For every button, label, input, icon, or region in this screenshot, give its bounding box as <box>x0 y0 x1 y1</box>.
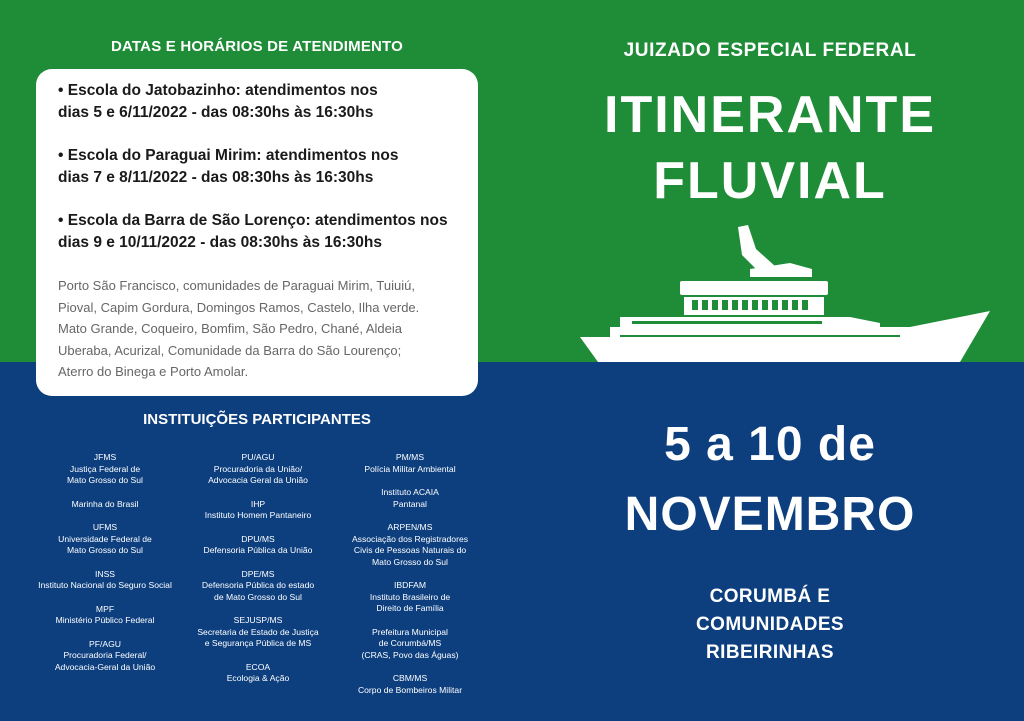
institution-name: Pantanal <box>393 498 427 509</box>
location-line: COMUNIDADES <box>696 614 844 635</box>
institution-item <box>178 569 338 604</box>
institution-name: Mato Grosso do Sul <box>67 475 143 485</box>
institution-name: Defensoria Pública da União <box>203 545 313 555</box>
location <box>560 583 980 667</box>
institution-item <box>330 627 490 662</box>
communities-line: Mato Grande, Coqueiro, Bomfim, São Pedro, Chané, Aldeia <box>58 321 402 336</box>
institution-acronym: UFMS <box>92 522 118 532</box>
institution-name: Ecologia & Ação <box>226 673 290 683</box>
schedule-entry-3 <box>58 210 458 254</box>
institution-acronym: Instituto ACAIA <box>381 487 439 497</box>
institutions-column-3 <box>330 452 490 708</box>
institution-name: Advocacia-Geral da União <box>54 661 156 672</box>
communities-line: Uberaba, Acurizal, Comunidade da Barra do São Lourenço; <box>58 342 402 358</box>
schedule-entry-3-line1: • Escola da Barra de São Lorenço: atendimentos nos <box>58 212 448 229</box>
institution-acronym: SEJUSP/MS <box>233 615 283 625</box>
institution-name: Universidade Federal de <box>58 533 152 544</box>
institution-item <box>25 522 185 557</box>
institution-item <box>25 452 185 487</box>
location-line: RIBEIRINHAS <box>706 642 834 663</box>
institutions-heading: INSTITUIÇÕES PARTICIPANTES <box>143 411 371 428</box>
schedule-card <box>36 69 478 396</box>
institution-name: de Corumbá/MS <box>378 638 442 648</box>
institution-acronym: Marinha do Brasil <box>71 498 139 509</box>
institution-acronym: MPF <box>95 603 115 614</box>
institutions-column-1 <box>25 452 185 685</box>
institution-acronym: PU/AGU <box>241 452 275 462</box>
institution-name: Polícia Militar Ambiental <box>364 463 456 474</box>
subtitle: JUIZADO ESPECIAL FEDERAL <box>623 40 917 61</box>
institution-name: (CRAS, Povo das Águas) <box>361 649 459 660</box>
institution-acronym: JFMS <box>93 452 117 462</box>
boat-icon <box>580 225 1000 365</box>
institution-item <box>25 499 185 511</box>
institution-acronym: DPE/MS <box>241 568 275 579</box>
institution-item <box>178 499 338 522</box>
institution-name: Procuradoria da União/ <box>213 463 303 474</box>
schedule-entry-1-line2: dias 5 e 6/11/2022 - das 08:30hs às 16:30hs <box>58 104 374 121</box>
institution-name: Instituto Brasileiro de <box>369 591 451 602</box>
institution-item <box>330 673 490 696</box>
institution-acronym: IHP <box>250 498 266 509</box>
title-line-2: FLUVIAL <box>653 152 887 210</box>
institution-item <box>178 615 338 650</box>
institution-name: de Mato Grosso do Sul <box>214 591 302 602</box>
institution-item <box>330 487 490 510</box>
institution-item <box>25 569 185 592</box>
institution-name: Direito de Família <box>376 603 444 613</box>
institution-name: Mato Grosso do Sul <box>67 545 143 555</box>
main-title <box>560 82 980 214</box>
institution-name: Associação dos Registradores <box>351 533 469 544</box>
institutions-column-2 <box>178 452 338 697</box>
institution-item <box>330 522 490 568</box>
institution-name: Instituto Nacional do Seguro Social <box>38 580 172 590</box>
institution-acronym: Prefeitura Municipal <box>372 626 448 637</box>
title-line-1: ITINERANTE <box>604 86 936 144</box>
institution-acronym: ECOA <box>245 661 271 672</box>
institution-item <box>330 452 490 475</box>
schedule-entry-1 <box>58 80 458 124</box>
event-dates <box>560 410 980 550</box>
institution-name: Advocacia Geral da União <box>208 475 308 485</box>
institution-name: Procuradoria Federal/ <box>63 650 147 660</box>
institution-name: Mato Grosso do Sul <box>372 556 448 567</box>
institution-acronym: INSS <box>94 568 116 579</box>
institution-item <box>178 534 338 557</box>
institution-name: e Segurança Pública de MS <box>204 638 312 648</box>
institution-name: Justiça Federal de <box>69 463 141 474</box>
institution-item <box>178 452 338 487</box>
institution-item <box>330 580 490 615</box>
institution-item <box>25 639 185 674</box>
institution-acronym: PF/AGU <box>89 638 121 649</box>
communities-line: Pioval, Capim Gordura, Domingos Ramos, Castelo, Ilha verde. <box>58 299 420 315</box>
schedule-heading: DATAS E HORÁRIOS DE ATENDIMENTO <box>110 38 404 55</box>
institution-name: Defensoria Pública do estado <box>201 580 315 590</box>
schedule-entry-2-line1: • Escola do Paraguai Mirim: atendimentos nos <box>58 147 399 164</box>
schedule-entry-2-line2: dias 7 e 8/11/2022 - das 08:30hs às 16:30hs <box>58 169 374 186</box>
institution-item <box>25 604 185 627</box>
institution-name: Civis de Pessoas Naturais do <box>353 545 467 555</box>
institution-acronym: ARPEN/MS <box>387 522 433 532</box>
schedule-entry-3-line2: dias 9 e 10/11/2022 - das 08:30hs às 16:30hs <box>58 234 383 251</box>
communities-line: Aterro do Binega e Porto Amolar. <box>58 364 249 379</box>
institution-item <box>178 662 338 685</box>
institution-acronym: PM/MS <box>395 452 425 462</box>
communities-line: Porto São Francisco, comunidades de Paraguai Mirim, Tuiuiú, <box>58 278 415 293</box>
institution-name: Ministério Público Federal <box>55 615 155 625</box>
institution-acronym: CBM/MS <box>392 673 428 683</box>
location-line: CORUMBÁ E <box>709 586 831 607</box>
institution-name: Secretaria de Estado de Justiça <box>197 626 319 637</box>
dates-line-1: 5 a 10 de <box>664 418 876 471</box>
schedule-entry-2 <box>58 145 458 189</box>
schedule-entry-1-line1: • Escola do Jatobazinho: atendimentos nos <box>58 82 378 99</box>
institution-acronym: DPU/MS <box>241 533 275 544</box>
dates-line-2: NOVEMBRO <box>624 488 916 541</box>
institution-acronym: IBDFAM <box>394 580 426 590</box>
communities-list <box>58 275 458 383</box>
institution-name: Instituto Homem Pantaneiro <box>204 510 312 520</box>
institution-name: Corpo de Bombeiros Militar <box>357 684 463 695</box>
